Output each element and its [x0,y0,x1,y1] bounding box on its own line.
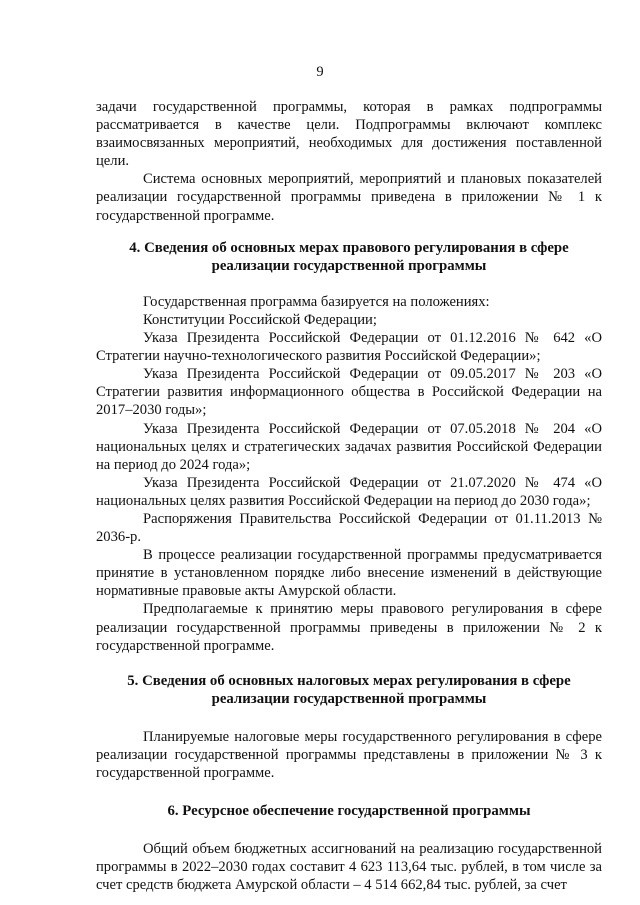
paragraph: Государственная программа базируется на положениях: [143,293,490,310]
paragraph: Предполагаемые к принятию меры правового регулирования в сфере реализации государственной программы приведены в приложении № 2 к государственной программе. [96,601,602,654]
paragraph: В процессе реализации государственной программы предусматривается принятие в установленном порядке либо внесение изменений в действующие нормативные правовые акты Амурской области. [96,547,602,600]
paragraph: Указа Президента Российской Федерации от 09.05.2017 № 203 «О Стратегии развития информационного общества в Российской Федерации на 2017–2030 годы»; [96,366,602,419]
paragraph: Общий объем бюджетных ассигнований на реализацию государственной программы в 2022–2030 годах составит 4 623 113,64 тыс. рублей, в том числе за счет средств бюджета Амурской области – 4 514 662,84 тыс. рублей, за счет [96,841,602,894]
paragraph: Планируемые налоговые меры государственного регулирования в сфере реализации государственной программы представлены в приложении № 3 к государственной программе. [96,728,602,782]
section-heading: 6. Ресурсное обеспечение государственной программы [167,803,531,820]
section-heading: 4. Сведения об основных мерах правового регулирования в сфере реализации государственной программы [129,239,569,274]
paragraph: Указа Президента Российской Федерации от 07.05.2018 № 204 «О национальных целях и стратегических задачах развития Российской Федерации на период до 2024 года»; [96,420,602,473]
paragraph: Распоряжения Правительства Российской Федерации от 01.11.2013 № 2036-р. [96,510,602,546]
section-heading: 5. Сведения об основных налоговых мерах регулирования в сфере реализации государственной программы [127,672,571,707]
paragraph: Конституции Российской Федерации; [143,311,377,328]
paragraph: Указа Президента Российской Федерации от 01.12.2016 № 642 «О Стратегии научно-технологического развития Российской Федерации»; [96,330,602,365]
page-number: 9 [316,64,324,80]
document-body [96,98,602,895]
paragraph: Система основных мероприятий, мероприятий и плановых показателей реализации государственной программы приведена в приложении № 1 к государственной программе. [96,171,602,224]
paragraph: задачи государственной программы, которая в рамках подпрограммы рассматривается в качестве цели. Подпрограммы включают комплекс взаимосвязанных мероприятий, необходимых для достижения поставленной цели. [96,99,602,170]
paragraph: Указа Президента Российской Федерации от 21.07.2020 № 474 «О национальных целях развития Российской Федерации на период до 2030 года»; [96,474,602,509]
